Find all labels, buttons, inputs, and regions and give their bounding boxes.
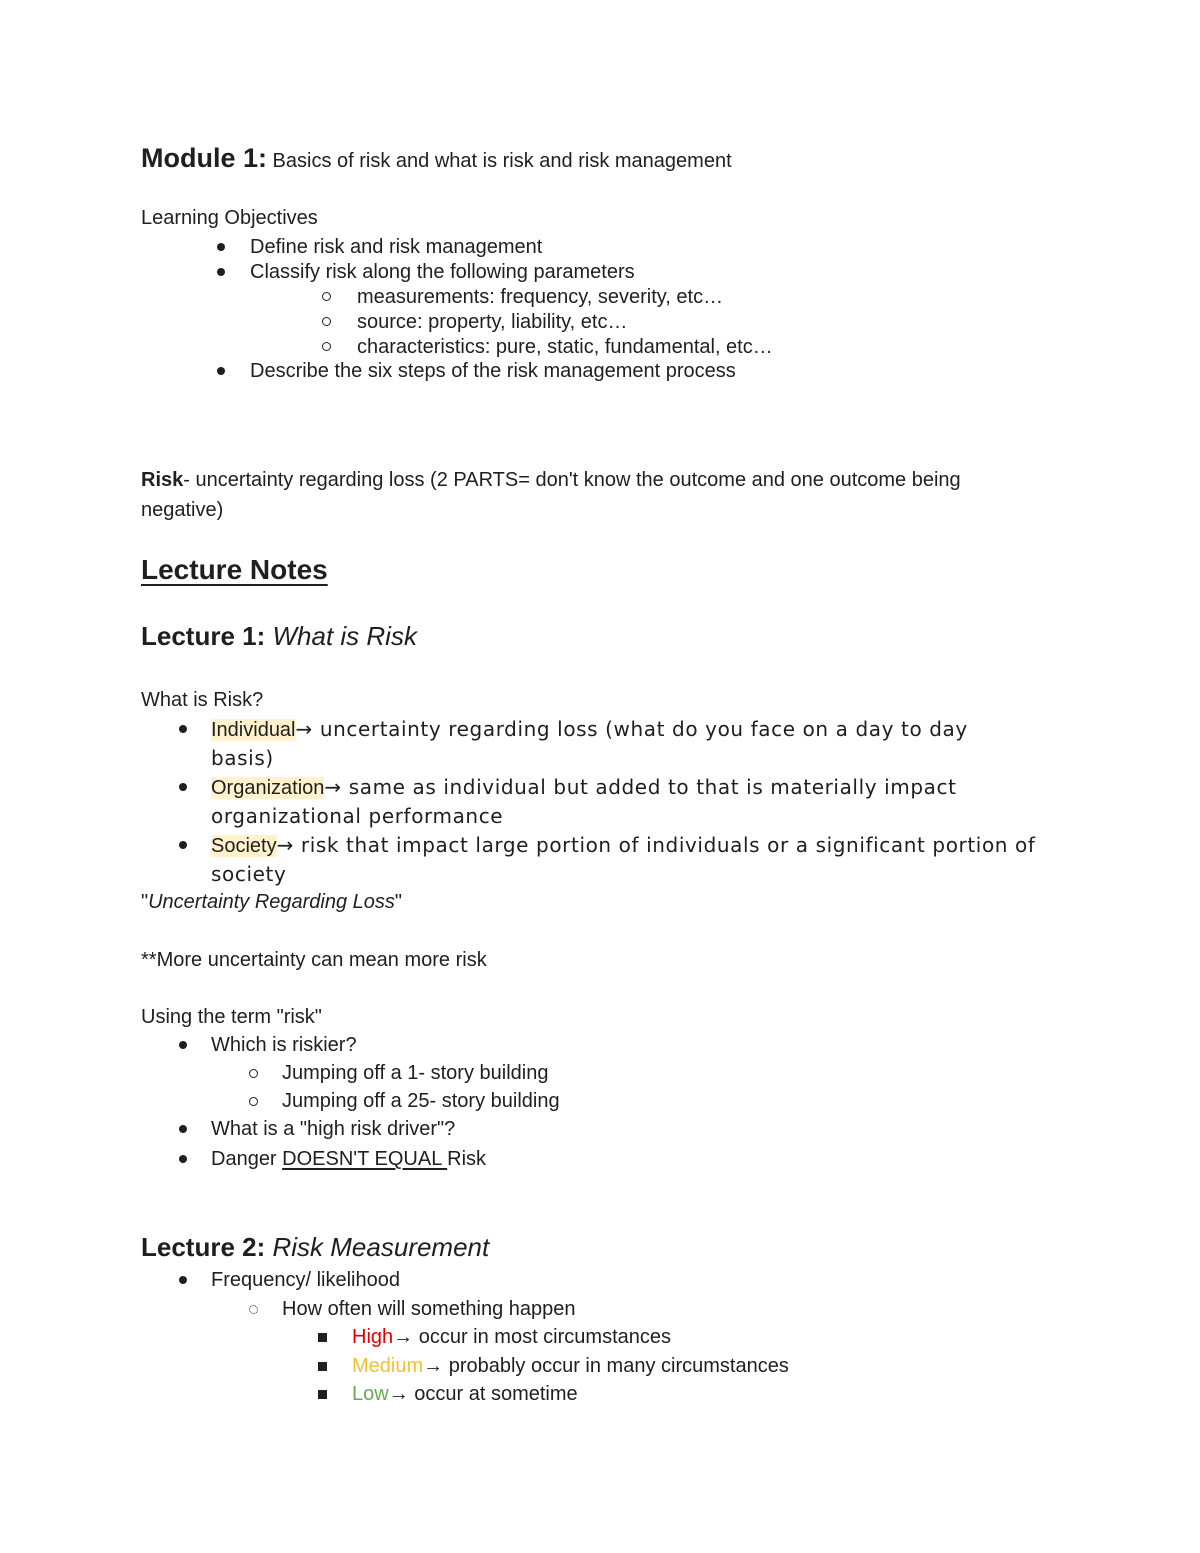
- bullet-icon: [179, 725, 187, 733]
- bullet-icon: [179, 841, 187, 849]
- society-text: risk that impact large portion of individuals or a significant portion of: [293, 833, 1036, 857]
- risk-definition-line1: [141, 468, 961, 492]
- lecture1-label: Lecture 1:: [141, 621, 273, 651]
- bullet-icon: [179, 1041, 187, 1049]
- lecture2-title: Risk Measurement: [272, 1232, 490, 1262]
- risk-definition-line2: negative): [141, 499, 224, 521]
- risk-definition-text: - uncertainty regarding loss (2 PARTS= don't know the outcome and one outcome being: [183, 469, 961, 491]
- bullet-icon: [217, 243, 225, 251]
- level-high: [352, 1325, 671, 1349]
- danger-item: [211, 1147, 486, 1171]
- arrow: →: [388, 1383, 409, 1405]
- level-medium: [352, 1354, 789, 1378]
- level-low-term: Low: [352, 1383, 389, 1405]
- square-bullet-icon: [318, 1333, 327, 1342]
- objective-subitem: measurements: frequency, severity, etc…: [357, 286, 724, 308]
- quote-text: Uncertainty Regarding Loss: [148, 891, 395, 913]
- circle-bullet-icon: [322, 317, 331, 326]
- using-subitem: Jumping off a 1- story building: [282, 1062, 549, 1084]
- lecture-notes-heading: Lecture Notes: [141, 554, 328, 585]
- society-text-cont: society: [211, 862, 287, 886]
- arrow: →: [276, 833, 294, 857]
- lecture1-question: What is Risk?: [141, 689, 264, 711]
- circle-bullet-icon: [249, 1097, 258, 1106]
- quote-close: ": [394, 891, 403, 913]
- arrow: →: [423, 1355, 444, 1377]
- objective-item: Define risk and risk management: [250, 236, 543, 258]
- level-high-term: High: [352, 1326, 394, 1348]
- circle-bullet-icon: [322, 292, 331, 301]
- frequency-item: Frequency/ likelihood: [211, 1269, 400, 1291]
- individual-text: uncertainty regarding loss (what do you face on a day to day: [312, 717, 968, 741]
- risk-term: Risk: [141, 469, 184, 491]
- risk-level-item: [211, 717, 968, 742]
- objective-subitem: characteristics: pure, static, fundamental, etc…: [357, 336, 773, 358]
- lecture1-title: What is Risk: [272, 621, 417, 651]
- square-bullet-icon: [318, 1390, 327, 1399]
- module-title: [141, 142, 732, 174]
- lecture2-heading: [141, 1231, 489, 1263]
- using-term-heading: Using the term "risk": [141, 1006, 322, 1028]
- quote: [141, 890, 402, 914]
- organization-text-cont: organizational performance: [211, 804, 504, 828]
- bullet-icon: [179, 1125, 187, 1133]
- uncertainty-note: **More uncertainty can mean more risk: [141, 949, 487, 971]
- lecture2-label: Lecture 2:: [141, 1232, 273, 1262]
- quote-open: ": [141, 891, 149, 913]
- arrow: →: [295, 717, 313, 741]
- level-low-text: occur at sometime: [408, 1383, 578, 1405]
- module-subtitle: Basics of risk and what is risk and risk management: [267, 150, 732, 172]
- bullet-icon: [179, 1155, 187, 1163]
- organization-term: Organization: [211, 777, 325, 799]
- bullet-icon: [179, 1276, 187, 1284]
- module-label: Module 1:: [141, 143, 267, 173]
- danger-underlined: DOESN'T EQUAL: [282, 1148, 448, 1170]
- dotted-circle-bullet-icon: [249, 1305, 258, 1314]
- bullet-icon: [217, 367, 225, 375]
- organization-text: same as individual but added to that is materially impact: [341, 775, 957, 799]
- objective-item: Classify risk along the following parameters: [250, 261, 635, 283]
- individual-term: Individual: [211, 719, 296, 741]
- objectives-heading: Learning Objectives: [141, 207, 318, 229]
- level-high-text: occur in most circumstances: [413, 1326, 671, 1348]
- circle-bullet-icon: [249, 1069, 258, 1078]
- circle-bullet-icon: [322, 342, 331, 351]
- arrow: →: [324, 775, 342, 799]
- bullet-icon: [217, 268, 225, 276]
- society-term: Society: [211, 835, 277, 857]
- using-item: What is a "high risk driver"?: [211, 1118, 456, 1140]
- level-medium-text: probably occur in many circumstances: [443, 1355, 789, 1377]
- danger-after: Risk: [447, 1148, 487, 1170]
- frequency-subitem: How often will something happen: [282, 1298, 576, 1320]
- arrow: →: [393, 1326, 414, 1348]
- objective-item: Describe the six steps of the risk management process: [250, 360, 736, 382]
- risk-level-item: [211, 775, 957, 800]
- level-low: [352, 1382, 578, 1406]
- using-item: Which is riskier?: [211, 1034, 357, 1056]
- square-bullet-icon: [318, 1362, 327, 1371]
- danger-before: Danger: [211, 1148, 283, 1170]
- individual-text-cont: basis): [211, 746, 274, 770]
- objective-subitem: source: property, liability, etc…: [357, 311, 628, 333]
- bullet-icon: [179, 783, 187, 791]
- level-medium-term: Medium: [352, 1355, 424, 1377]
- risk-level-item: [211, 833, 1036, 858]
- lecture1-heading: [141, 620, 417, 652]
- using-subitem: Jumping off a 25- story building: [282, 1090, 560, 1112]
